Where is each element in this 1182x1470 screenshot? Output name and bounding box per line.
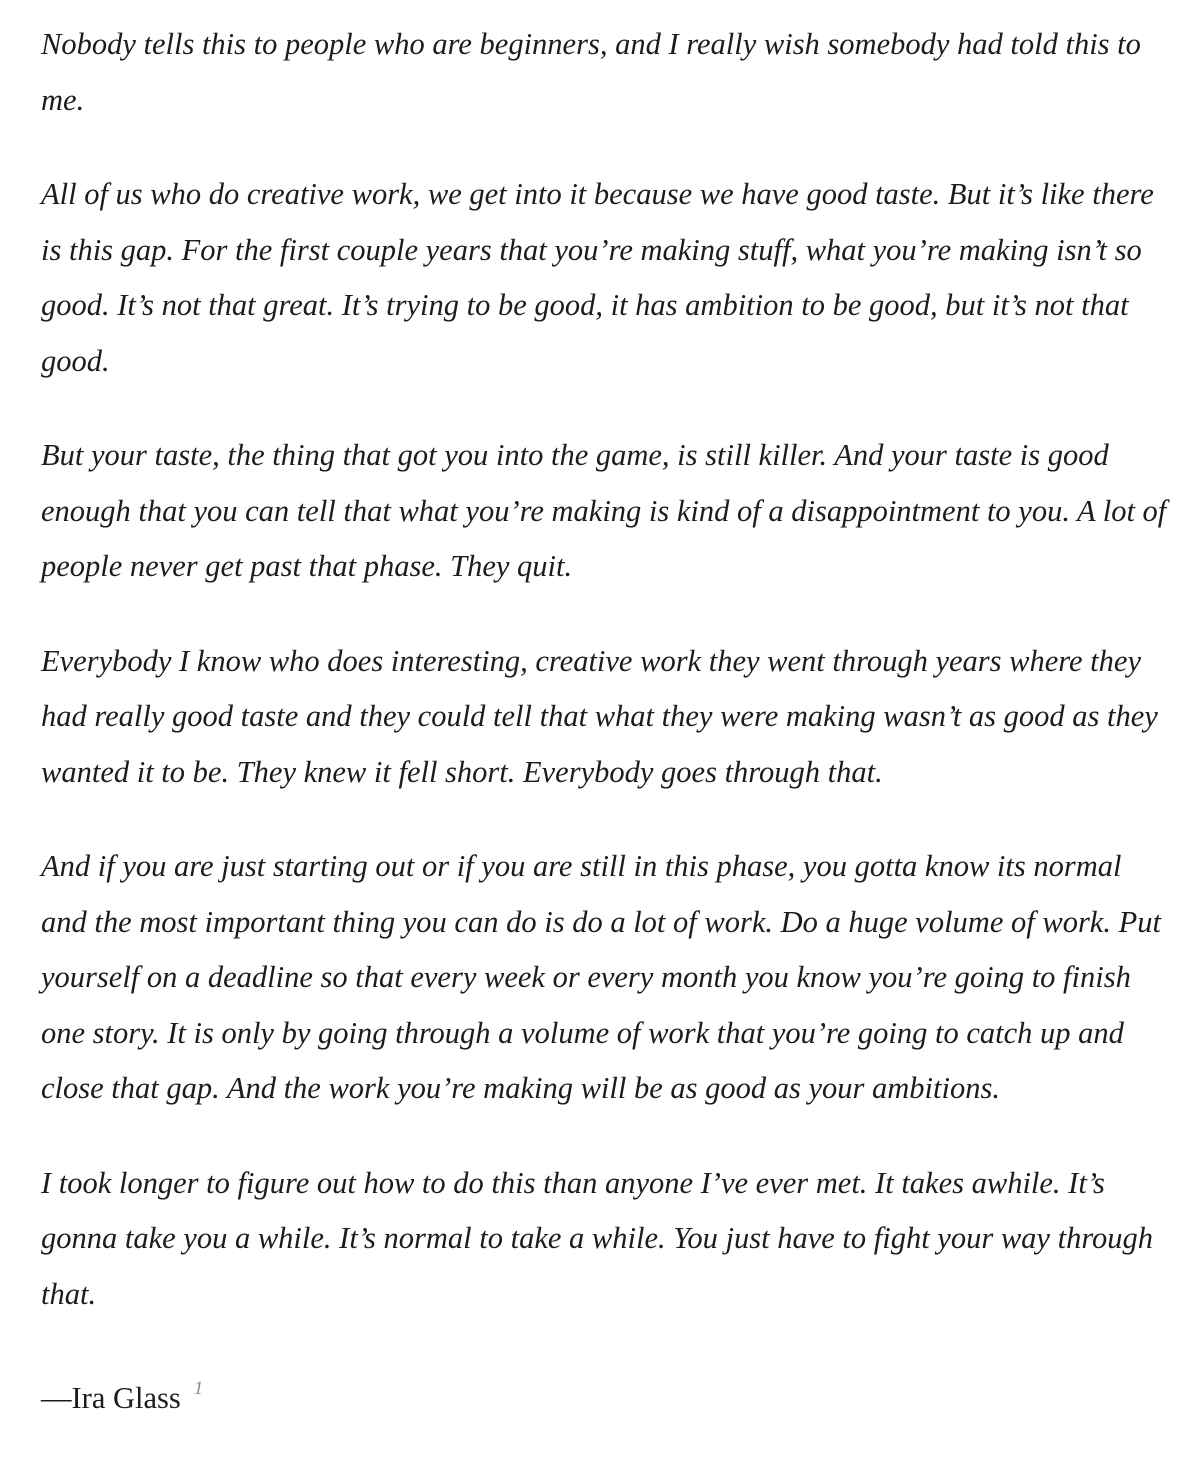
quote-paragraph-1: Nobody tells this to people who are beginners, and I really wish somebody had told this to me. bbox=[41, 27, 1141, 117]
quote-paragraph-6: I took longer to figure out how to do this than anyone I’ve ever met. It takes awhile. It’s gonna take you a while. It’s normal to take a while. You just have to fight your way through that. bbox=[41, 1165, 1154, 1311]
attribution-author: —Ira Glass bbox=[41, 1381, 181, 1415]
quote-attribution bbox=[41, 1361, 1171, 1426]
quote-paragraph-3: But your taste, the thing that got you into the game, is still killer. And your taste is good enough that you can tell that what you’re making is kind of a disappointment to you. A lot of people never get past that phase. They quit. bbox=[41, 438, 1167, 583]
quote-block bbox=[41, 17, 1171, 1426]
quote-paragraph-5: And if you are just starting out or if you are still in this phase, you gotta know its normal and the most important thing you can do is do a lot of work. Do a huge volume of work. Put yourself on a deadline so that every week or every month you know you’re going to finish one story. It is only by going through a volume of work that you’re going to catch up and close that gap. And the work you’re making will be as good as your ambitions. bbox=[41, 849, 1161, 1105]
quote-paragraph-2: All of us who do creative work, we get into it because we have good taste. But it’s like there is this gap. For the first couple years that you’re making stuff, what you’re making isn’t so good. It’s not that great. It’s trying to be good, it has ambition to be good, but it’s not that good. bbox=[41, 177, 1154, 378]
footnote-link[interactable]: 1 bbox=[193, 1378, 204, 1399]
quote-paragraph-4: Everybody I know who does interesting, creative work they went through years where they had really good taste and they could tell that what they were making wasn’t as good as they wanted it to be. They knew it fell short. Everybody goes through that. bbox=[41, 643, 1158, 789]
